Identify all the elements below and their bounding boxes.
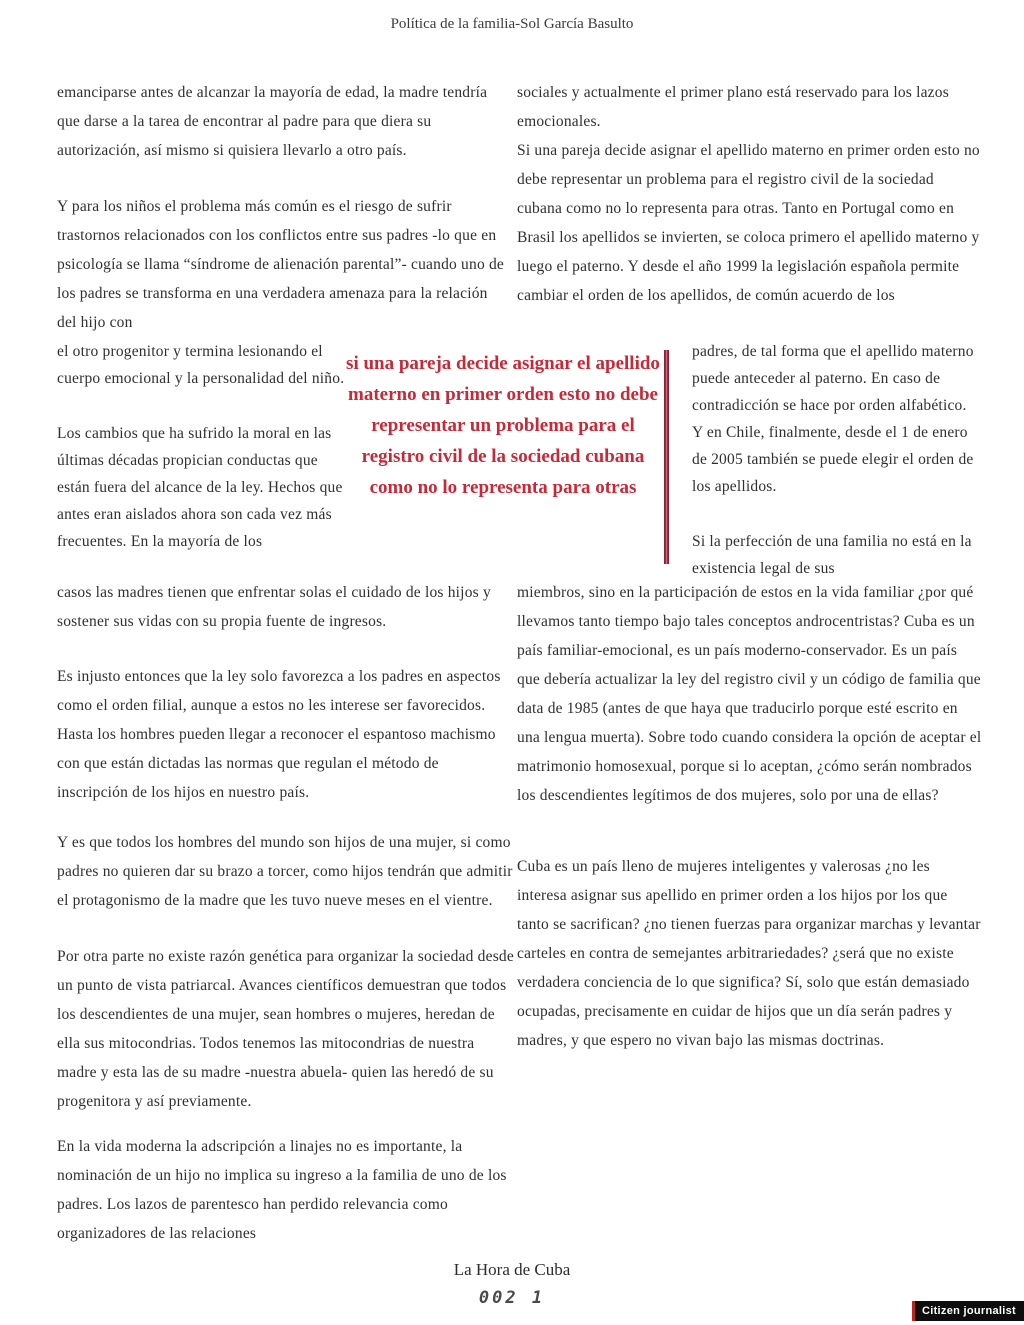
pull-quote-rule — [664, 350, 669, 564]
page-header-title: Política de la familia-Sol García Basulto — [390, 16, 634, 32]
paragraph: sociales y actualmente el primer plano está reservado para los lazos emocionales. — [517, 84, 949, 130]
paragraph: casos las madres tienen que enfrentar solas el cuidado de los hijos y sostener sus vidas con su propia fuente de ingresos. — [57, 584, 491, 630]
paragraph: Si una pareja decide asignar el apellido materno en primer orden esto no debe representar un problema para el registro civil de la sociedad cubana como no lo representa para otras. Tanto en Portugal como en Brasil los apellidos se invierten, se coloca primero el apellido materno y luego el paterno. Y desde el año 1999 la legislación española permite cambiar el orden de los apellidos, de común acuerdo de los — [517, 142, 980, 304]
paragraph: Los cambios que ha sufrido la moral en las últimas décadas propician conductas que están fuera del alcance de la ley. Hechos que antes eran aislados ahora son cada vez más frecuentes. En la mayoría de los — [57, 425, 343, 550]
citizen-journalist-badge: Citizen journalist — [912, 1301, 1024, 1321]
page-number-stamp: 002 1 — [478, 1288, 546, 1308]
paragraph: Si la perfección de una familia no está en la existencia legal de sus — [692, 533, 972, 577]
paragraph: Y es que todos los hombres del mundo son hijos de una mujer, si como padres no quieren dar su brazo a torcer, como hijos tendrán que admitir el protagonismo de la madre que les tuvo nueve meses en el vientre. — [57, 834, 513, 909]
paragraph: Y para los niños el problema más común es el riesgo de sufrir trastornos relacionados con los conflictos entre sus padres -lo que en psicología se llama “síndrome de alienación parental”- cuando uno de los padres se transforma en una verdadera amenaza para la relación del hijo con — [57, 198, 505, 331]
paragraph: Por otra parte no existe razón genética para organizar la sociedad desde un punto de vista patriarcal. Avances científicos demuestran que todos los descendientes de una mujer, sean hombres o mujeres, heredan de ella sus mitocondrias. Todos tenemos las mitocondrias de nuestra madre y esta las de su madre -nuestra abuela- quien las heredó de su progenitora y así previamente. — [57, 948, 514, 1110]
paragraph: Es injusto entonces que la ley solo favorezca a los padres en aspectos como el orden filial, aunque a estos no les interese ser favorecidos. Hasta los hombres pueden llegar a reconocer el espantoso machismo con que están dictadas las normas que regulan el método de inscripción de los hijos en nuestro país. — [57, 668, 501, 801]
paragraph: miembros, sino en la participación de estos en la vida familiar ¿por qué llevamos tanto tiempo bajo tales conceptos androcentristas? Cuba es un país familiar-emocional, es un país moderno-conservador. Es un país que debería actualizar la ley del registro civil y un código de familia que data de 1985 (antes de que haya que traducirlo porque esté escrito en una lengua muerta). Sobre todo cuando considera la opción de aceptar el matrimonio homosexual, porque si lo aceptan, ¿cómo serán nombrados los descendientes legítimos de dos mujeres, solo por una de ellas? — [517, 584, 982, 804]
paragraph: En la vida moderna la adscripción a linajes no es importante, la nominación de un hijo no implica su ingreso a la familia de uno de los padres. Los lazos de parentesco han perdido relevancia como organizadores de las relaciones — [57, 1138, 507, 1242]
paragraph: emanciparse antes de alcanzar la mayoría de edad, la madre tendría que darse a la tarea de encontrar al padre para que diera su autorización, así mismo si quisiera llevarlo a otro país. — [57, 84, 488, 159]
paragraph: Cuba es un país lleno de mujeres inteligentes y valerosas ¿no les interesa asignar sus apellido en primer orden a los hijos por los que tanto se sacrifican? ¿no tienen fuerzas para organizar marchas y levantar carteles en contra de semejantes arbitrariedades? ¿será que no existe verdadera conciencia de lo que significa? Sí, solo que están demasiado ocupadas, precisamente en cuidar de hijos que un día serán padres y madres, y que espero no vivan bajo las mismas doctrinas. — [517, 858, 981, 1049]
paragraph: el otro progenitor y termina lesionando el cuerpo emocional y la personalidad del niño. — [57, 343, 345, 387]
footer-publication: La Hora de Cuba — [453, 1260, 571, 1279]
paragraph: padres, de tal forma que el apellido materno puede anteceder al paterno. En caso de contradicción se hace por orden alfabético. Y en Chile, finalmente, desde el 1 de enero de 2005 también se puede elegir el orden de los apellidos. — [692, 343, 974, 495]
pull-quote: si una pareja decide asignar el apellido materno en primer orden esto no debe representar un problema para el registro civil de la sociedad cubana como no lo representa para otras — [346, 353, 660, 498]
